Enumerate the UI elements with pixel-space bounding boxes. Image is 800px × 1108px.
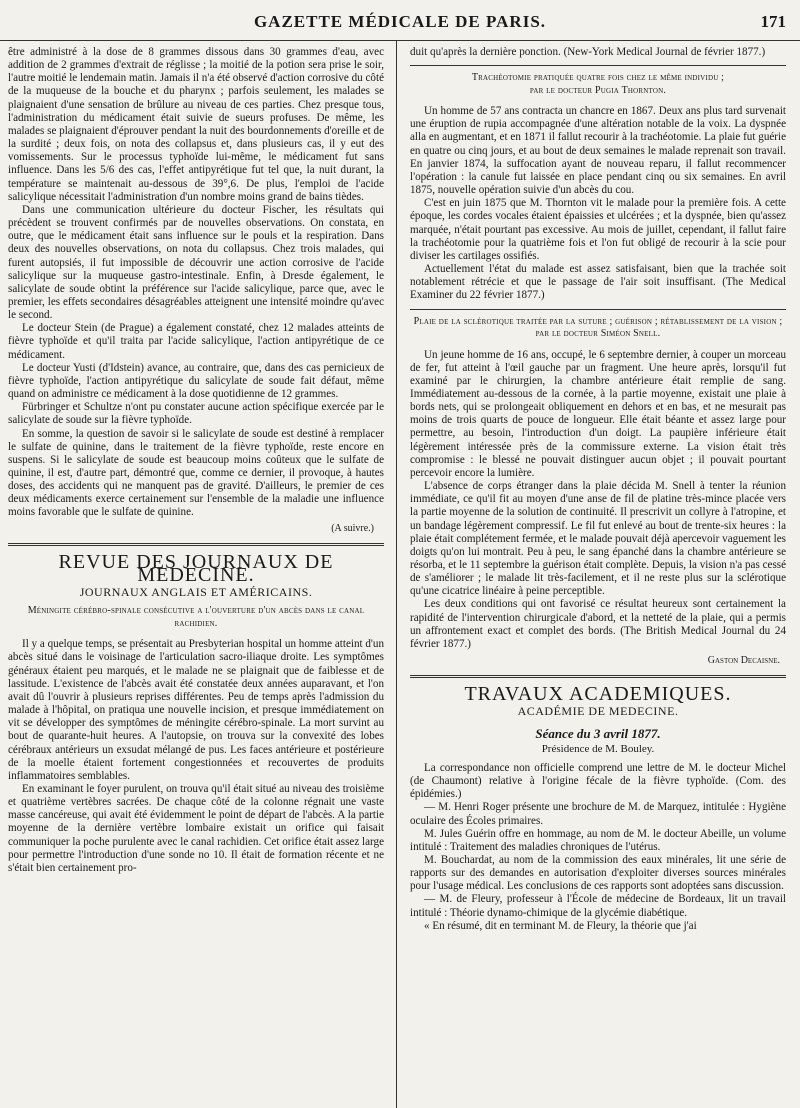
paragraph: Fürbringer et Schultze n'ont pu constater aucune action spécifique exercée par le salicylate de soude sur la fièvre typhoïde. <box>8 401 384 427</box>
a-suivre-note: (A suivre.) <box>331 522 374 534</box>
paragraph: M. Jules Guérin offre en hommage, au nom de M. le docteur Abeille, un volume intitulé : Traitement des maladies chroniques de l'utérus. <box>410 827 786 853</box>
paragraph: Il y a quelque temps, se présentait au Presbyterian hospital un homme atteint d'un abcès situé dans le voisinage de l'articulation sacro-iliaque droite. Les symptômes généraux étaient peu marqués, et le malade ne se plaignait que de faiblesse et de lassitude. L'existence de l'abcès avait été constatée deux années auparavant, et l'on avait dû l'ouvrir à plusieurs reprises différentes. Peu de temps après l'admission du malade à l'hôpital, on pratiqua une nouvelle incision, et presque immédiatement on vit se développer des symptômes de méningite cérébro-spinale. La mort survint au bout de quarante-huit heures. A l'autopsie, on trouva sur la convexité des lobes cérébraux antérieurs un exsudat mélangé de pus. Les faces antérieure et postérieure de la moelle étaient fortement congestionnées et recouvertes de produits inflammatoires semblables. <box>8 638 384 782</box>
right-column <box>410 46 786 933</box>
left-column <box>8 46 384 875</box>
paragraph: La correspondance non officielle comprend une lettre de M. le docteur Michel (de Chaumont) relative à l'origine fécale de la fièvre typhoïde. (Com. des épidémies.) <box>410 761 786 801</box>
paragraph: Dans une communication ultérieure du docteur Fischer, les résultats qui précèdent se trouvent confirmés par de nouvelles observations. On constata, en outre, que le médicament était sans influence sur le pouls et la respiration. Dans deux des nouvelles observations, on nota du collapsus. Chez trois malades, qui furent autopsiés, il fut impossible de découvrir une action corrosive de l'acide salicylique sur la muqueuse gastro-intestinale. Enfin, à Dresde également, le salicylate de soude obtint la préférence sur l'acide salicylique, parce que, avec le premier, les effets secondaires désagréables atteignent une intensité moindre qu'avec le second. <box>8 203 384 322</box>
section-divider <box>410 675 786 678</box>
divider <box>410 65 786 66</box>
column-divider <box>396 40 397 1108</box>
article-title: Plaie de la sclérotique traitée par la suture ; guérison ; rétablissement de la vision ; par le docteur Siméon Snell. <box>413 315 783 339</box>
article-title <box>410 72 786 97</box>
section-subtitle: ACADÉMIE DE MEDECINE. <box>517 704 679 719</box>
divider <box>410 309 786 310</box>
presidence: Présidence de M. Bouley. <box>541 742 655 755</box>
paragraph: Les deux conditions qui ont favorisé ce résultat heureux sont certainement la rapidité de l'intervention chirurgicale d'abord, et la netteté de la plaie, qui a permis un affrontement exact et complet des bords. (The British Medical Journal du 24 février 1877.) <box>410 598 786 650</box>
paragraph: — M. Henri Roger présente une brochure de M. de Marquez, intitulée : Hygiène oculaire des Écoles primaires. <box>410 801 786 827</box>
paragraph: Un jeune homme de 16 ans, occupé, le 6 septembre dernier, à couper un morceau de fer, fut atteint à l'œil gauche par un fragment. Une heure après, lorsqu'il fut examiné par le chirurgien, la chambre antérieure était remplie de sang. Immédiatement au-dessous de la cornée, à la partie moyenne, existait une plaie à bords nets, qui se prolongeait obliquement en dehors et en bas, et ne mesurait pas moins de trois quarts de pouce de longueur. Elle était béante et assez large pour permettre, au besoin, l'introduction d'un doigt. La paupière inférieure était légèrement intéressée près de la commissure externe. La vision était très compromise : le blessé ne pouvait distinguer aucun objet ; il pouvait pourtant percevoir encore la lumière. <box>410 348 786 479</box>
session-date: Séance du 3 avril 1877. <box>535 725 661 741</box>
paragraph: En examinant le foyer purulent, on trouva qu'il était situé au niveau des troisième et quatrième vertèbres sacrées. De chaque côté de la colonne régnait une vaste masse cancéreuse, qui avait été évidemment le point de départ de l'abcès. A la partie moyenne de la dernière vertèbre lombaire existait un orifice qui faisait communiquer la poche purulente avec le canal rachidien. Cet orifice était assez large pour permettre l'introduction d'une sonde no 10. Il était de formation récente et ne s'était bien certainement pro- <box>8 782 384 874</box>
section-subtitle: JOURNAUX ANGLAIS ET AMÉRICAINS. <box>79 585 313 600</box>
article-title: Méningite cérébro-spinale consécutive a l'ouverture d'un abcès dans le canal rachidien. <box>27 605 365 629</box>
paragraph: C'est en juin 1875 que M. Thornton vit le malade pour la première fois. A cette époque, les cordes vocales étaient épaissies et ulcérées ; et la dyspnée, bien qu'assez marquée, n'était pourtant pas excessive. Au mois de juillet, cependant, il fallut faire la trachéotomie pour la quatrième fois et l'on fut obligé de recourir à la scie pour diviser les cartilages ossifiés. <box>410 197 786 262</box>
paragraph: L'absence de corps étranger dans la plaie décida M. Snell à tenter la réunion immédiate, ce qu'il fit au moyen d'une anse de fil de platine très-mince placée vers la partie moyenne de la solution de continuité. Il prescrivit un collyre à l'atropine, et un bandage légèrement compressif. Le fil fut enlevé au bout de trente-six heures : la plaie était complétement fermée, et le malade pouvait déjà apercevoir vaguement les doigts qu'on lui montrait. Peu à peu, le sang épanché dans la chambre antérieure se résorba, et le 11 septembre la guérison était complète. Depuis, la vision n'a pas cessé de s'améliorer ; le malade lit très-facilement, et il ne reste plus sur la sclérotique qu'une cicatrice linéaire à peine perceptible. <box>410 480 786 598</box>
article-title-text: Trachéotomie pratiquée quatre fois chez le même individu ; <box>471 72 725 84</box>
masthead-title: GAZETTE MÉDICALE DE PARIS. <box>253 12 547 31</box>
section-title: TRAVAUX ACADEMIQUES. <box>464 683 732 706</box>
paragraph: En somme, la question de savoir si le salicylate de soude est destiné à remplacer le sulfate de quinine, dans le traitement de la fièvre typhoïde, reste encore en suspens. Si le salicylate de soude est beaucoup moins coûteux que le sulfate de quinine, il est, d'autre part, démontré que, comme ce dernier, il provoque, à hautes doses, des accidents qui ne manquent pas de gravité. D'ailleurs, le premier de ces deux médicaments exerce certainement sur l'ensemble de la maladie une influence moins favorable que le sulfate de quinine. <box>8 427 384 519</box>
paragraph: Actuellement l'état du malade est assez satisfaisant, bien que la trachée soit notablement rétrécie et que le passage de l'air soit insuffisant. (The Medical Examiner du 22 février 1877.) <box>410 263 786 302</box>
page-number: 171 <box>760 12 786 31</box>
article-author: par le docteur Pugia Thornton. <box>529 84 667 96</box>
paragraph: Un homme de 57 ans contracta un chancre en 1867. Deux ans plus tard survenait une éruption de rupia accompagnée d'une altération notable de la voix. La dyspnée alla en augmentant, et en 1871 il fallut recourir à la trachéotomie. La plaie fut guérie en quatre ou cinq jours, et au bout de deux semaines le malade reprenait son travail. En janvier 1874, la suffocation ayant de nouveau reparu, il fallut recommencer l'opération : la canule fut laissée en place pendant cinq ou six semaines. En avril 1875, nouvelle opération suivie d'un abcès du cou. <box>410 105 786 197</box>
paragraph: M. Bouchardat, au nom de la commission des eaux minérales, lit une série de rapports sur des demandes en autorisation d'exploiter diverses sources minérales pour l'usage médical. Les conclusions de ces rapports sont adoptées sans discussion. <box>410 853 786 893</box>
paragraph: « En résumé, dit en terminant M. de Fleury, la théorie que j'ai <box>424 919 697 932</box>
section-title: REVUE DES JOURNAUX DE MEDECINE. <box>58 550 334 586</box>
paragraph: être administré à la dose de 8 grammes dissous dans 30 grammes d'eau, avec addition de 2 grammes d'extrait de réglisse ; la moitié de la potion sera prise le soir, l'autre moitié le lendemain matin. Jamais il n'a été observé d'action corrosive du côté de la muqueuse de la bouche et du pharynx ; parfois seulement, les malades se plaignaient d'une sensation de brûlure au niveau de ces parties. Chez presque tous, l'administration du médicament était suivie de sueurs profuses. De même, les malades se plaignaient d'éprouver pendant la nuit des bourdonnements d'oreille et de la surdité ; deux fois, on nota des collapsus et, dans plusieurs cas, il y eut des vomissements. Sur le processus typhoïde lui-même, le médicament fut sans influence. Dans les 5/6 des cas, l'effet antipyrétique fut tel que, la nuit durant, la température se maintenait au-dessous de 39°,6. De plus, l'emploi de l'acide salicylique nécessitait l'administration d'un nombre moins grand de bains tièdes. <box>8 46 384 203</box>
paragraph: — M. de Fleury, professeur à l'École de médecine de Bordeaux, lit un travail intitulé : Théorie dynamo-chimique de la glycémie diabétique. <box>410 893 786 919</box>
author-signature: Gaston Decaisne. <box>707 655 780 667</box>
section-divider <box>8 543 384 546</box>
paragraph: duit qu'après la dernière ponction. (New-York Medical Journal de février 1877.) <box>410 46 766 58</box>
paragraph: Le docteur Yusti (d'Idstein) avance, au contraire, que, dans des cas pernicieux de fièvre typhoïde, l'action antipyrétique du salicylate de soude fait défaut, même quand on administre ce médicament à la dose quotidienne de 12 grammes. <box>8 361 384 401</box>
paragraph: Le docteur Stein (de Prague) a également constaté, chez 12 malades atteints de fièvre typhoïde et qu'il traita par l'acide salicylique, l'action antipyrétique de ce médicament. <box>8 322 384 361</box>
page-header <box>0 0 800 41</box>
